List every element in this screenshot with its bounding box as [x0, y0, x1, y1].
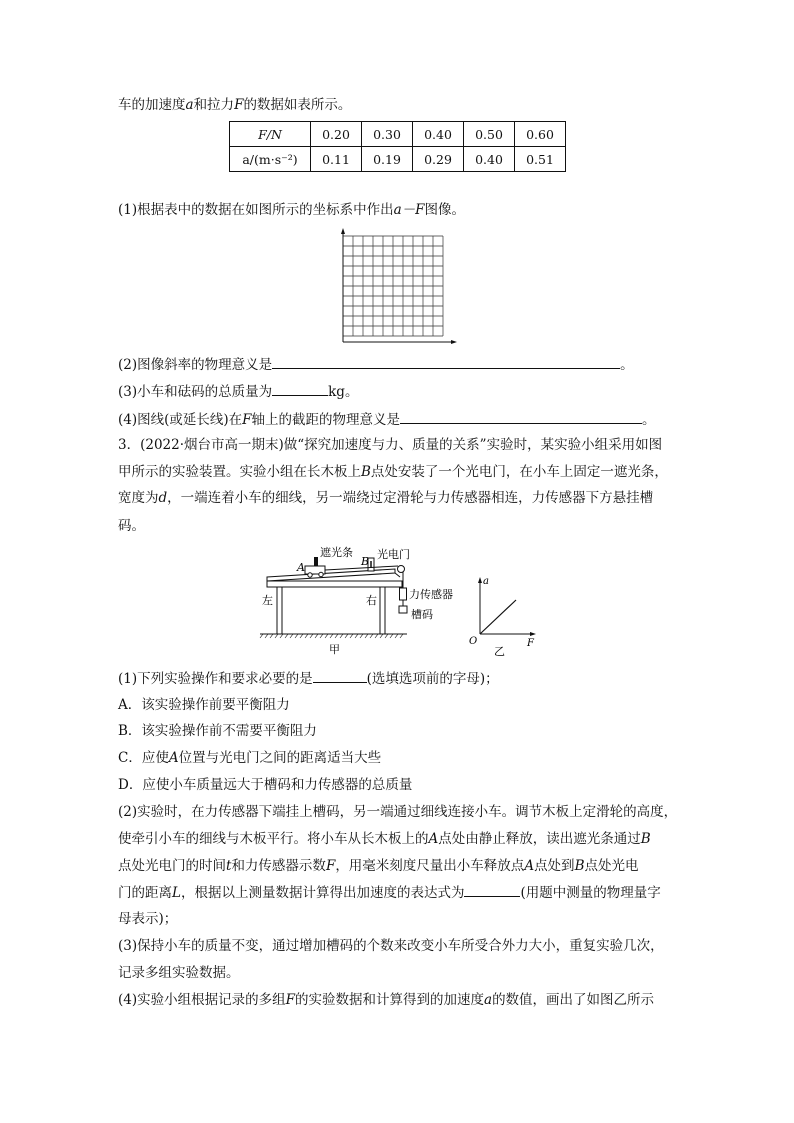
sub-question-3-line-2 — [118, 963, 240, 983]
sub-question-1 — [118, 668, 499, 689]
label-right: 右 — [366, 594, 377, 607]
ground-hatch — [285, 634, 288, 638]
ground-hatch — [270, 634, 273, 638]
sub-question-2-line-1 — [118, 802, 677, 822]
label-photogate: 光电门 — [377, 548, 410, 561]
intro-line — [118, 95, 351, 115]
label-B: B — [361, 555, 370, 568]
intro-text-3: 的数据如表所示。 — [243, 97, 352, 113]
sub2-text: 点处到 — [534, 858, 575, 874]
var-A: A — [524, 858, 535, 874]
sub2-text: (2)实验时，在力传感器下端挂上槽码，另一端通过细线连接小车。调节木板上定滑轮的高度， — [118, 804, 678, 820]
ground-hatch — [375, 634, 378, 638]
ground-hatch — [275, 634, 278, 638]
q4-text-1: (4)图线(或延长线)在 — [118, 412, 243, 428]
label-left: 左 — [262, 594, 273, 607]
label-shutter: 遮光条 — [320, 546, 353, 559]
sub-question-4-line-1 — [118, 990, 654, 1010]
table-cell: 0.40 — [413, 122, 464, 147]
table-row — [230, 147, 566, 172]
table-cell: 0.40 — [464, 147, 515, 172]
option-C-text: C．应使 — [118, 750, 169, 766]
var-F: F — [234, 97, 244, 113]
shutter-strip — [314, 557, 318, 566]
table-cell: 0.11 — [311, 147, 362, 172]
p3-text: 甲所示的实验装置。实验小组在长木板上 — [118, 464, 361, 480]
option-D[interactable] — [118, 775, 412, 795]
sub-question-2-line-4 — [118, 882, 661, 903]
var-F: F — [325, 858, 336, 874]
problem-number: 3．(2022·烟台市高一期末) — [118, 437, 284, 453]
ground-hatch — [355, 634, 358, 638]
var-a: a — [185, 97, 194, 113]
table-cell: 0.51 — [515, 147, 566, 172]
p3-text: 码。 — [118, 518, 145, 534]
ground-hatch — [310, 634, 313, 638]
var-d: d — [158, 490, 168, 506]
ground-hatch — [265, 634, 268, 638]
var-B: B — [640, 831, 651, 847]
var-A: A — [428, 831, 439, 847]
sub2-text: 使牵引小车的细线与木板平行。将小车从长木板上的 — [118, 831, 429, 847]
pulley-bracket — [395, 573, 400, 577]
ground-hatch — [325, 634, 328, 638]
answer-blank[interactable] — [313, 668, 367, 683]
p3-text: 做“探究加速度与力、质量的关系”实验时，某实验小组采用如图 — [283, 437, 663, 453]
sub2-text: 母表示)； — [118, 911, 178, 927]
question-2 — [118, 354, 634, 375]
force-sensor — [400, 588, 407, 600]
sub-question-2-line-3 — [118, 856, 638, 876]
blank-grid — [330, 226, 460, 348]
option-C-text: 位置与光电门之间的距离适当大些 — [178, 750, 382, 766]
table-cell: 0.29 — [413, 147, 464, 172]
table-cell: 0.20 — [311, 122, 362, 147]
ground-hatch — [385, 634, 388, 638]
q4-end: 。 — [642, 412, 656, 428]
q3-text: (3)小车和砝码的总质量为 — [118, 384, 273, 400]
intro-text-2: 和拉力 — [193, 97, 235, 113]
option-C[interactable] — [118, 748, 381, 768]
var-B: B — [574, 858, 585, 874]
option-A[interactable] — [118, 695, 290, 715]
intro-text-1: 车的加速度 — [118, 97, 186, 113]
answer-blank[interactable] — [272, 354, 620, 369]
ground-hatch — [400, 634, 403, 638]
ground-hatch — [330, 634, 333, 638]
sub2-text: 门的距离 — [118, 885, 172, 901]
cart-wheel — [308, 573, 312, 577]
label-force-sensor: 力传感器 — [409, 588, 453, 601]
ground-hatch — [345, 634, 348, 638]
problem-3-line-1 — [118, 435, 662, 455]
ground-hatch — [320, 634, 323, 638]
ground-hatch — [260, 634, 263, 638]
q3-unit: kg。 — [328, 384, 359, 400]
sub2-text: ，根据以上测量数据计算得出加速度的表达式为 — [180, 885, 465, 901]
data-table — [229, 121, 566, 172]
q2-end: 。 — [620, 357, 634, 373]
arrow-icon — [478, 577, 482, 583]
sub1-text: (1)下列实验操作和要求必要的是 — [118, 671, 313, 687]
problem-3-line-4 — [118, 516, 145, 536]
answer-blank[interactable] — [464, 882, 520, 897]
figure-apparatus — [255, 546, 465, 658]
option-D-text: D．应使小车质量远大于槽码和力传感器的总质量 — [118, 777, 413, 793]
q2-text: (2)图像斜率的物理意义是 — [118, 357, 273, 373]
var-L: L — [172, 885, 181, 901]
var-A: A — [168, 750, 179, 766]
ground-hatch — [295, 634, 298, 638]
sub4-text: (4)实验小组根据记录的多组 — [118, 992, 286, 1008]
table-cell: 0.30 — [362, 122, 413, 147]
arrow-icon — [530, 632, 536, 636]
ground-hatch — [340, 634, 343, 638]
sub2-text: 点处光电 — [584, 858, 639, 874]
table-header-a: a/(m·s⁻²) — [230, 147, 311, 172]
caption-jia: 甲 — [329, 643, 340, 656]
q4-var: F — [242, 412, 252, 428]
var-t: t — [226, 858, 232, 874]
sub2-text: 和力传感器示数 — [231, 858, 326, 874]
ground-hatch — [315, 634, 318, 638]
question-4 — [118, 409, 656, 430]
sub-question-2-line-2 — [118, 829, 651, 849]
arrow-icon — [451, 340, 457, 344]
table-top — [267, 581, 402, 587]
axis-label-a: a — [483, 576, 489, 587]
hook-weight — [399, 606, 407, 613]
question-1 — [118, 200, 465, 220]
origin-label: O — [469, 636, 478, 647]
p3-text: 宽度为 — [118, 490, 159, 506]
ground-hatch — [350, 634, 353, 638]
sub4-text: 的实验数据和计算得到的加速度 — [295, 992, 484, 1008]
label-A: A — [297, 561, 305, 574]
inclined-board — [267, 569, 395, 581]
sub1-tail: (选填选项前的字母)； — [366, 671, 499, 687]
sub-question-2-line-5 — [118, 909, 177, 929]
ground-hatch — [290, 634, 293, 638]
sub3-text: 记录多组实验数据。 — [118, 965, 240, 981]
ground-hatch — [335, 634, 338, 638]
ground-hatch — [370, 634, 373, 638]
pulley — [398, 566, 405, 573]
ground-hatch — [300, 634, 303, 638]
table-header-F: F/N — [230, 122, 311, 147]
graph-line — [480, 600, 516, 634]
sub2-text: 点处由静止释放，读出遮光条通过 — [438, 831, 641, 847]
ground-hatch — [360, 634, 363, 638]
ground-hatch — [390, 634, 393, 638]
q1-tail: 图像。 — [424, 202, 466, 218]
problem-3-line-2 — [118, 462, 668, 482]
ground-hatch — [380, 634, 383, 638]
option-B[interactable] — [118, 721, 317, 741]
table-row — [230, 122, 566, 147]
sub2-text: ，用毫米刻度尺量出小车释放点 — [335, 858, 525, 874]
sub4-text: 的数值，画出了如图乙所示 — [492, 992, 655, 1008]
axis-label-F: F — [527, 638, 534, 649]
sub2-text: (用题中测量的物理量字 — [520, 885, 661, 901]
figure-graph-yi — [466, 574, 546, 660]
answer-blank[interactable] — [400, 409, 642, 424]
sub3-text: (3)保持小车的质量不变，通过增加槽码的个数来改变小车所受合外力大小，重复实验几次， — [118, 938, 664, 954]
var-B: B — [361, 464, 371, 480]
arrow-icon — [341, 228, 345, 234]
ground-hatch — [305, 634, 308, 638]
p3-text: ，一端连着小车的细线，另一端绕过定滑轮与力传感器相连，力传感器下方悬挂槽 — [167, 490, 654, 506]
problem-3-line-3 — [118, 488, 653, 508]
sub2-text: 点处光电门的时间 — [118, 858, 226, 874]
ground-hatch — [395, 634, 398, 638]
ground-hatch — [280, 634, 283, 638]
q4-text-2: 轴上的截距的物理意义是 — [251, 412, 401, 428]
p3-text: 点处安装了一个光电门，在小车上固定一遮光条， — [370, 464, 668, 480]
var-a: a — [484, 992, 493, 1008]
q1-var: a－F — [393, 202, 425, 218]
option-A-text: A．该实验操作前要平衡阻力 — [118, 697, 290, 713]
question-3 — [118, 381, 358, 402]
answer-blank[interactable] — [272, 381, 328, 396]
table-cell: 0.60 — [515, 122, 566, 147]
var-F: F — [285, 992, 295, 1008]
caption-yi: 乙 — [494, 645, 505, 658]
ground-hatch — [365, 634, 368, 638]
label-hook-weight: 槽码 — [411, 608, 433, 621]
cart-wheel — [319, 572, 323, 576]
table-cell: 0.50 — [464, 122, 515, 147]
table-cell: 0.19 — [362, 147, 413, 172]
q1-text: (1)根据表中的数据在如图所示的坐标系中作出 — [118, 202, 394, 218]
sub-question-3-line-1 — [118, 936, 664, 956]
option-B-text: B．该实验操作前不需要平衡阻力 — [118, 723, 317, 739]
